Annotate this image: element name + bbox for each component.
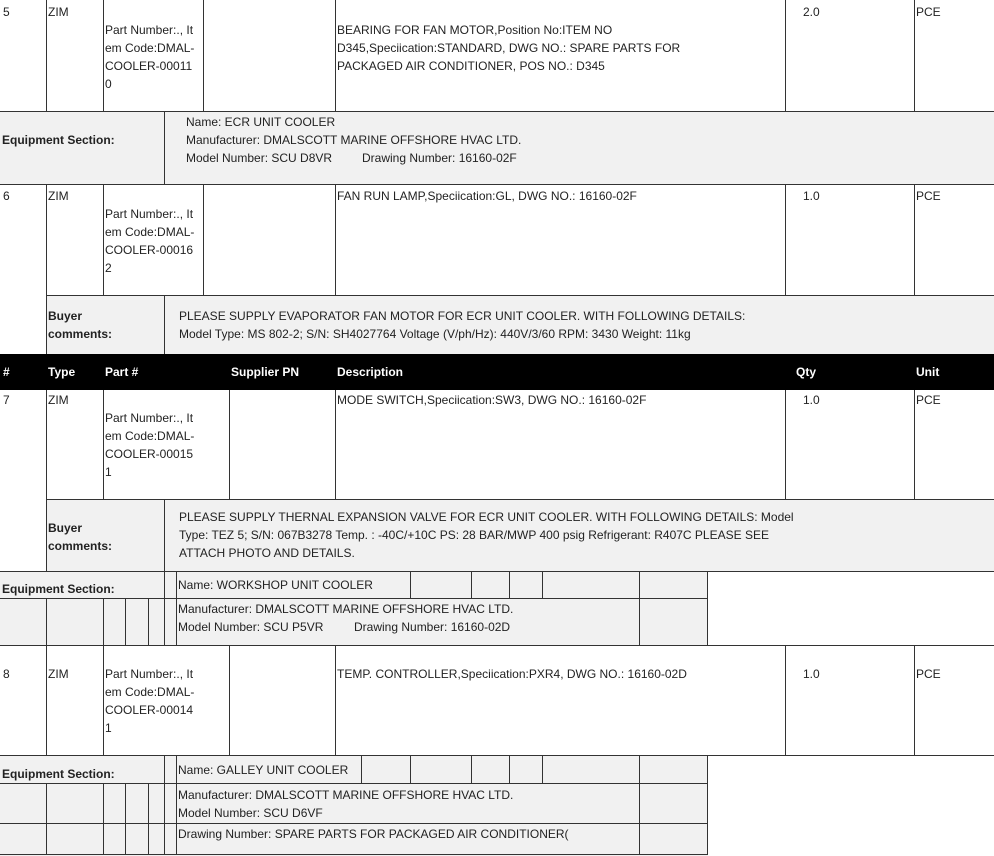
equipment-drawing: Drawing Number: 16160-02D xyxy=(354,620,511,634)
equipment-model: Model Number: SCU D8VR xyxy=(186,151,333,165)
buyer-comment-text: PLEASE SUPPLY THERNAL EXPANSION VALVE FOR ECR UNIT COOLER. WITH FOLLOWING DETAILS: Model Type: TEZ 5; S/N: 067B3278 Temp. : -40C/+10C PS: 28 BAR/MWP 400 psig Refrigerant: R407C PLEASE SEE ATTACH PHOTO AND DETAILS. xyxy=(179,510,794,560)
equipment-manufacturer: Manufacturer: DMALSCOTT MARINE OFFSHORE HVAC LTD. xyxy=(186,133,522,147)
row-type: ZIM xyxy=(48,667,69,681)
row-number: 7 xyxy=(3,393,10,407)
item-unit: PCE xyxy=(916,393,941,407)
header-type: Type xyxy=(48,365,76,379)
buyer-comments-label: Buyer comments: xyxy=(48,521,113,553)
buyer-comment-line: PLEASE SUPPLY EVAPORATOR FAN MOTOR FOR ECR UNIT COOLER. WITH FOLLOWING DETAILS: xyxy=(179,309,746,323)
equipment-manufacturer: Manufacturer: DMALSCOTT MARINE OFFSHORE HVAC LTD. xyxy=(178,788,514,802)
row-number: 6 xyxy=(3,189,10,203)
item-unit: PCE xyxy=(916,189,941,203)
header-qty: Qty xyxy=(796,365,817,379)
item-quantity: 1.0 xyxy=(803,393,820,407)
row-type: ZIM xyxy=(48,189,69,203)
equipment-section-label: Equipment Section: xyxy=(2,767,115,781)
item-unit: PCE xyxy=(916,667,941,681)
item-description: MODE SWITCH,Speciication:SW3, DWG NO.: 16160-02F xyxy=(337,393,647,407)
equipment-drawing: Drawing Number: SPARE PARTS FOR PACKAGED AIR CONDITIONER( xyxy=(178,827,569,841)
part-number: Part Number:., Item Code:DMAL-COOLER-000110 xyxy=(105,23,195,91)
row-type: ZIM xyxy=(48,5,69,19)
item-description: BEARING FOR FAN MOTOR,Position No:ITEM NO D345,Speciication:STANDARD, DWG NO.: SPARE PARTS FOR PACKAGED AIR CONDITIONER, POS NO.: D345 xyxy=(337,23,681,73)
item-unit: PCE xyxy=(916,5,941,19)
item-quantity: 1.0 xyxy=(803,667,820,681)
table-header-row xyxy=(0,354,994,390)
row-number: 5 xyxy=(3,5,10,19)
item-quantity: 2.0 xyxy=(803,5,820,19)
item-description: TEMP. CONTROLLER,Speciication:PXR4, DWG NO.: 16160-02D xyxy=(337,667,687,681)
item-quantity: 1.0 xyxy=(803,189,820,203)
part-number: Part Number:., Item Code:DMAL-COOLER-000151 xyxy=(105,411,195,479)
equipment-section-label: Equipment Section: xyxy=(2,133,115,147)
equipment-manufacturer: Manufacturer: DMALSCOTT MARINE OFFSHORE HVAC LTD. xyxy=(178,602,514,616)
equipment-name: Name: WORKSHOP UNIT COOLER xyxy=(178,578,373,592)
row-type: ZIM xyxy=(48,393,69,407)
buyer-comment-line: Model Type: MS 802-2; S/N: SH4027764 Voltage (V/ph/Hz): 440V/3/60 RPM: 3430 Weight: 11kg xyxy=(179,327,691,341)
part-number: Part Number:., Item Code:DMAL-COOLER-000162 xyxy=(105,207,195,275)
item-description: FAN RUN LAMP,Speciication:GL, DWG NO.: 16160-02F xyxy=(337,189,637,203)
row-number: 8 xyxy=(3,667,10,681)
header-description: Description xyxy=(337,365,404,379)
header-supplier-pn: Supplier PN xyxy=(231,365,300,379)
equipment-drawing: Drawing Number: 16160-02F xyxy=(362,151,517,165)
equipment-model: Model Number: SCU P5VR xyxy=(178,620,324,634)
equipment-name: Name: GALLEY UNIT COOLER xyxy=(178,763,349,777)
equipment-section-label: Equipment Section: xyxy=(2,582,115,596)
header-part: Part # xyxy=(105,365,139,379)
part-number: Part Number:., Item Code:DMAL-COOLER-000141 xyxy=(105,667,195,735)
header-unit: Unit xyxy=(916,365,940,379)
equipment-name: Name: ECR UNIT COOLER xyxy=(186,115,336,129)
header-number: # xyxy=(3,365,10,379)
equipment-model: Model Number: SCU D6VF xyxy=(178,806,323,820)
buyer-comments-label: Buyer comments: xyxy=(48,309,113,341)
